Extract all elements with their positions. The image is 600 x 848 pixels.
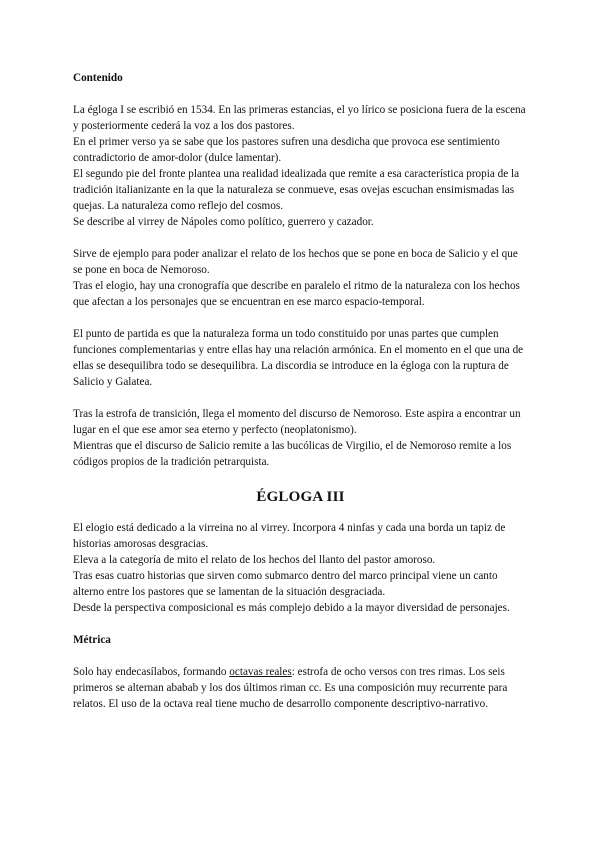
paragraph-line: Eleva a la categoría de mito el relato de los hechos del llanto del pastor amoroso. <box>73 554 436 566</box>
paragraph-line: Desde la perspectiva composicional es más complejo debido a la mayor diversidad de personajes. <box>73 602 510 614</box>
paragraph-line: Tras el elogio, hay una cronografía que describe en paralelo el ritmo de la naturaleza con los hechos que afectan a los personajes que se encuentran en ese marco espacio-temporal. <box>73 280 520 308</box>
paragraph-line: Sirve de ejemplo para poder analizar el relato de los hechos que se pone en boca de Salicio y el que se pone en boca de Nemoroso. <box>73 248 518 276</box>
paragraph-line: Se describe al virrey de Nápoles como político, guerrero y cazador. <box>73 216 374 228</box>
paragraph-line: En el primer verso ya se sabe que los pastores sufren una desdicha que provoca ese sentimiento contradictorio de amor-dolor (dulce lamentar). <box>73 136 500 164</box>
paragraph-line: Tras esas cuatro historias que sirven como submarco dentro del marco principal viene un canto alterno entre los pastores que se lamentan de la situación desgraciada. <box>73 570 498 598</box>
paragraph-line: Tras la estrofa de transición, llega el momento del discurso de Nemoroso. Este aspira a encontrar un lugar en el que ese amor sea eterno y perfecto (neoplatonismo). <box>73 408 521 436</box>
metrica-text-start: Solo hay endecasílabos, formando <box>73 666 230 678</box>
section-heading-contenido: Contenido <box>73 72 123 84</box>
metrica-text-end: : estrofa de ocho versos con tres rimas. Los seis primeros se alternan ababab y los dos últimos riman cc. Es una composición muy recurrente para relatos. El uso de la octava real tiene mucho de desarrollo componente descriptivo-narrativo. <box>73 666 508 710</box>
paragraph-line: Mientras que el discurso de Salicio remite a las bucólicas de Virgilio, el de Nemoroso remite a los códigos propios de la tradición petrarquista. <box>73 440 512 468</box>
octavas-reales-link[interactable]: octavas reales <box>229 666 292 678</box>
paragraph-line: El punto de partida es que la naturaleza forma un todo constituido por unas partes que cumplen funciones complementarias y entre ellas hay una relación armónica. En el momento en el que una de ellas se desequilibra todo se desequilibra. La discordia se introduce en la égloga con la ruptura de Salicio y Galatea. <box>73 328 524 388</box>
metrica-paragraph <box>73 664 528 712</box>
section-title-egloga-iii: ÉGLOGA III <box>256 489 345 505</box>
paragraph-line: El segundo pie del fronte plantea una realidad idealizada que remite a esa característica propia de la tradición italianizante en la que la naturaleza se conmueve, esas ovejas escuchan ensimismadas las quejas. La naturaleza como reflejo del cosmos. <box>73 168 520 212</box>
paragraph-line: La égloga I se escribió en 1534. En las primeras estancias, el yo lírico se posiciona fuera de la escena y posteriormente cederá la voz a los dos pastores. <box>73 104 526 132</box>
paragraph-line: El elogio está dedicado a la virreina no al virrey. Incorpora 4 ninfas y cada una borda un tapiz de historias amorosas desgracias. <box>73 522 506 550</box>
section-heading-metrica: Métrica <box>73 634 111 646</box>
